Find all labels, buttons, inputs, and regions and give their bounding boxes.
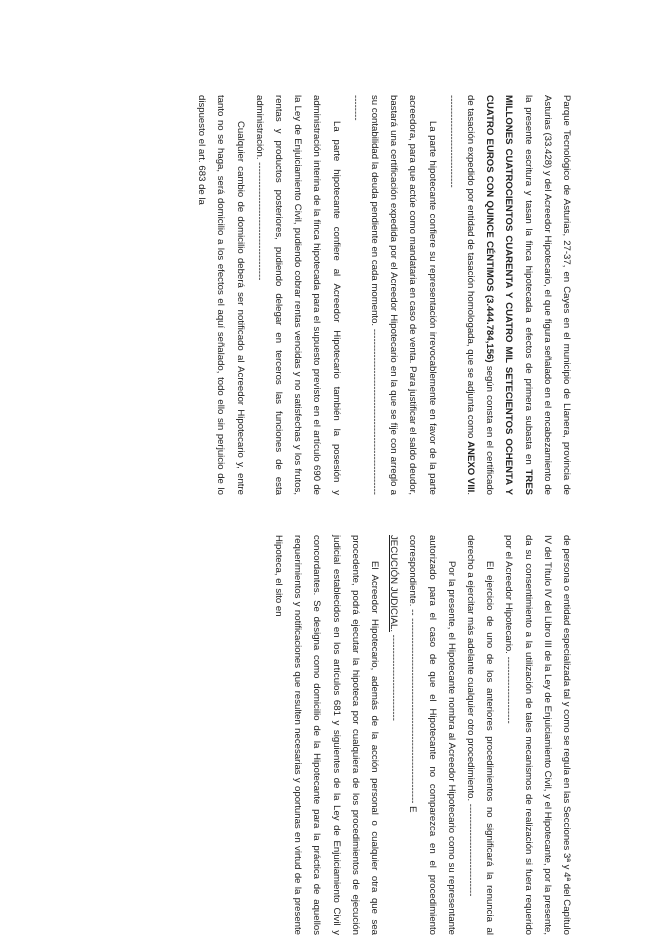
paragraph-entidad: de persona o entidad especializada tal y como se regula en las Secciones 3ª y 4ª del Capítulo IV del Título IV del Libro III de la Ley de Enjuiciamiento Civil, y el Hipotecante, por la presente, da su consentimiento a la utilización de tales mecanismos de realización si fuera requerido por el Acreedor Hipotecario. --------------------- xyxy=(503,535,572,935)
text-tasacion: según consta en el certificado de tasación expedido por entidad de tasación homologada, que se adjunta como xyxy=(464,95,496,495)
heading-dashes: --------------------------- xyxy=(388,632,400,721)
section-heading xyxy=(384,535,403,935)
paragraph-posesion: La parte hipotecante confiere al Acreedor Hipotecario también la posesión y administración interina de la finca hipotecada para el supuesto previsto en el artículo 690 de la Ley de Enjuiciamiento Civil, pudiendo cobrar rentas vencidas y no satisfechas y los frutos, rentas y productos posteriores, pudiendo delegar en terceros las funciones de esta administración. ------------------------------------- xyxy=(253,95,342,495)
paragraph-ejercicio: El ejercicio de uno de los anteriores procedimientos no significará la renuncia al derecho a ejercitar más adelante cualquier otro procedimiento. ----------------------------- xyxy=(464,535,496,935)
text-dashes: . ----------------------------- xyxy=(445,95,476,495)
text-amount: TRES MILLONES CUATROCIENTOS CUARENTA Y CUATRO MIL SETECIENTOS OCHENTA Y CUATRO EUROS CON QUINCE CÉNTIMOS (3.444.784,156) xyxy=(484,95,534,495)
text-address: Parque Tecnológico de Asturias, 27-37, en Cayes en el municipio de Llanera, provincia de Asturias (33.428) y del Acreedor Hipotecario, el que figura señalado en el encabezamiento de la presente escritura y tasan la finca hipotecada a efectos de primera subasta en xyxy=(522,95,572,495)
page-column-left xyxy=(176,535,576,935)
paragraph-ejecucion: El Acreedor Hipotecario, además de la acción personal o cualquier otra que sea procedente, podrá ejecutar la hipoteca por cualquiera de los procedimientos de ejecución judicial establecidos en los artículos 681 y siguientes de la Ley de Enjuiciamiento Civil y concordantes. Se designa como domicilio de la Hipotecante para la práctica de aquellos requerimientos y notificaciones que resulten necesarias y oportunas en virtud de la presente Hipoteca, el sito en xyxy=(272,535,380,935)
rotated-spread xyxy=(176,95,576,935)
paragraph-address xyxy=(442,95,576,495)
paragraph-representacion: La parte hipotecante confiere su representación irrevocablemente en favor de la parte acreedora, para que actúe como mandataria en caso de venta. Para justificar el saldo deudor, bastará una certificación expedida por el Acreedor Hipotecario en la que se fije con arreglo a su contabilidad la deuda pendiente en cada momento. ------------------------------------------------------------ xyxy=(349,95,438,495)
paragraph-representante: Por la presente, el Hipotecante nombra al Acreedor Hipotecario como su representante autorizado para el caso de que el Hipotecante no comparezca en el procedimiento correspondiente. -- ---------------------------------------------------------- E xyxy=(407,535,457,935)
text-anexo: ANEXO VIII xyxy=(464,441,476,493)
heading-text: JECUCIÓN JUDICIAL. xyxy=(388,535,400,633)
page-column-right xyxy=(176,95,576,495)
paragraph-domicilio: Cualquier cambio de domicilio deberá ser notificado al Acreedor Hipotecario y, entre tanto no se haga, será domicilio a los efectos el aquí señalado, todo ello sin perjuicio de lo dispuesto el art. 683 de la xyxy=(196,95,246,495)
